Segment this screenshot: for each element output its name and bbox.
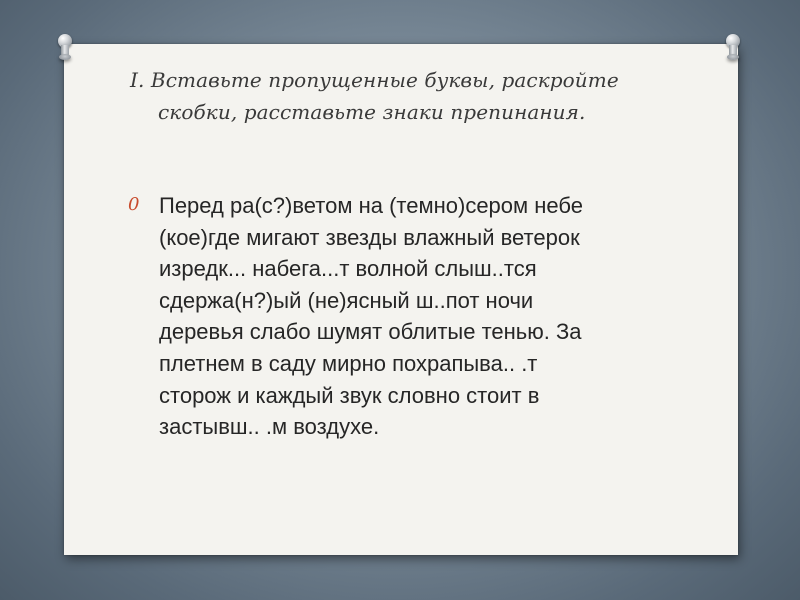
exercise-line-4: сдержа(н?)ый (не)ясный ш..пот ночи: [159, 287, 534, 313]
exercise-line-1: Перед ра(с?)ветом на (темно)сером небе: [159, 193, 583, 218]
slide-title: [130, 64, 690, 128]
title-line-2: скобки, расставьте знаки препинания.: [158, 100, 586, 124]
exercise-text: [159, 190, 704, 443]
exercise-line-5: деревья слабо шумят облитые тенью. За: [159, 319, 582, 345]
pin-base: [59, 54, 71, 60]
bullet-marker-icon: 0: [128, 194, 140, 215]
exercise-line-2: (кое)где мигают звезды влажный ветерок: [159, 224, 580, 250]
title-line-1: I. Вставьте пропущенные буквы, раскройте: [130, 68, 619, 92]
left-pushpin-icon: [57, 34, 73, 64]
exercise-line-7: сторож и каждый звук словно стоит в: [159, 382, 540, 408]
right-pushpin-icon: [725, 34, 741, 64]
exercise-line-8: застывш.. .м воздухе.: [159, 414, 380, 440]
exercise-line-6: плетнем в саду мирно похрапыва.. .т: [159, 350, 538, 376]
pin-base: [727, 54, 739, 60]
exercise-line-3: изредк... набега...т волной слыш..тся: [159, 256, 537, 282]
